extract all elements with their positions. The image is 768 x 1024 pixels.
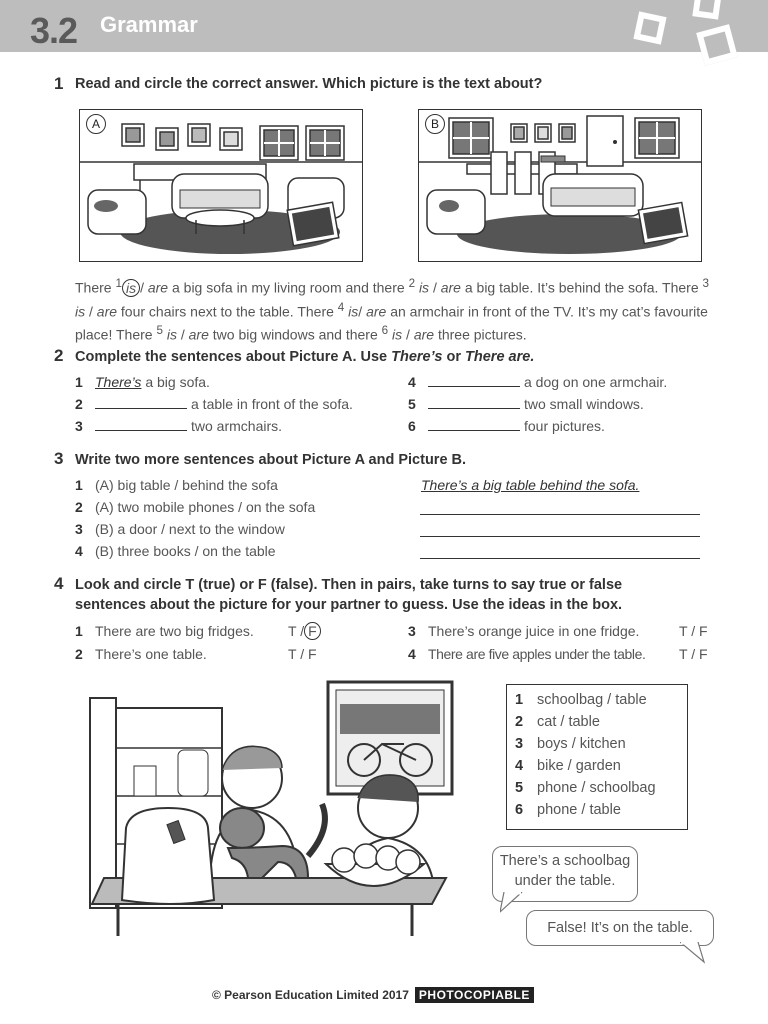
picture-a-label: A: [86, 114, 106, 134]
ex3-item-2: 2 (A) two mobile phones / on the sofa: [75, 499, 316, 515]
false-option-circled[interactable]: F: [304, 622, 321, 640]
ex4-item-4: 4 There are five apples under the table.: [408, 646, 646, 662]
speech-tail-icon: [680, 942, 710, 964]
exercise-3-instruction: Write two more sentences about Picture A and Picture B.: [75, 452, 467, 468]
ex2-item-4: 4 a dog on one armchair.: [408, 374, 668, 390]
living-room-a-illustration: [80, 110, 362, 261]
exercise-3-number: 3: [54, 449, 64, 468]
choice-is-4[interactable]: is: [348, 303, 359, 320]
writing-line[interactable]: [420, 558, 700, 559]
true-option[interactable]: T: [288, 646, 297, 662]
choice-are-2[interactable]: are: [440, 279, 461, 296]
exercise-4-number: 4: [54, 574, 64, 593]
speech-bubble-reply: False! It’s on the table.: [526, 910, 714, 946]
decorative-square-icon: [633, 11, 666, 44]
idea-item: 1 schoolbag / table: [515, 692, 647, 708]
living-room-b-illustration: [419, 110, 701, 261]
picture-a: [79, 109, 363, 262]
footer: [212, 988, 534, 1002]
exercise-4-instruction: Look and circle T (true) or F (false). Then in pairs, take turns to say true or false sentences about the picture for your partner to guess. Use the ideas in the box.: [75, 577, 623, 613]
answer-blank[interactable]: [95, 416, 187, 431]
choice-are-3[interactable]: are: [96, 303, 118, 320]
idea-item: 4 bike / garden: [515, 758, 621, 774]
choice-is-6[interactable]: is: [392, 326, 403, 343]
choice-is-5[interactable]: is: [166, 326, 177, 343]
ideas-box: [506, 684, 688, 830]
kitchen-illustration: [82, 678, 462, 938]
answer-blank[interactable]: [428, 372, 520, 387]
answer-blank[interactable]: [428, 416, 520, 431]
idea-item: 5 phone / schoolbag: [515, 780, 656, 796]
ex3-item-1: 1 (A) big table / behind the sofa: [75, 477, 278, 493]
ex2-item-3: 3 two armchairs.: [75, 418, 283, 434]
idea-item: 6 phone / table: [515, 802, 621, 818]
decorative-square-icon: [692, 0, 721, 20]
false-option[interactable]: F: [698, 646, 708, 662]
ex4-item-4-choices: T / F: [679, 646, 708, 662]
true-option[interactable]: T: [288, 623, 297, 639]
ex2-item-5: 5 two small windows.: [408, 396, 644, 412]
ex2-item-1: 1 There’s a big sofa.: [75, 374, 210, 390]
choice-is-2[interactable]: is: [418, 279, 430, 296]
choice-are-1[interactable]: are: [147, 279, 169, 296]
ex3-item-4: 4 (B) three books / on the table: [75, 543, 276, 559]
choice-are-6[interactable]: are: [413, 326, 435, 343]
gap-number: 1: [115, 277, 122, 290]
page-title: Grammar: [100, 12, 198, 37]
example-answer: There’s: [95, 374, 142, 390]
unit-number: 3.2: [30, 10, 78, 51]
writing-line[interactable]: [420, 536, 700, 537]
choice-is-3[interactable]: is: [75, 303, 86, 320]
exercise-1-instruction: Read and circle the correct answer. Which picture is the text about?: [75, 76, 543, 92]
photocopiable-badge: PHOTOCOPIABLE: [415, 987, 534, 1003]
idea-item: 3 boys / kitchen: [515, 736, 626, 752]
ex4-item-1: 1 There are two big fridges.: [75, 623, 254, 639]
ex4-item-2: 2 There’s one table.: [75, 646, 207, 662]
ex2-item-2: 2 a table in front of the sofa.: [75, 396, 353, 412]
ex4-item-1-choices: T / F: [288, 621, 321, 641]
ex4-item-3: 3 There’s orange juice in one fridge.: [408, 623, 640, 639]
true-option[interactable]: T: [679, 646, 688, 662]
ex4-item-3-choices: T / F: [679, 623, 708, 639]
ex4-item-2-choices: T / F: [288, 646, 317, 662]
answer-blank[interactable]: [428, 394, 520, 409]
true-option[interactable]: T: [679, 623, 688, 639]
speech-tail-icon: [500, 892, 530, 914]
ex3-item-3: 3 (B) a door / next to the window: [75, 521, 285, 537]
choice-are-5[interactable]: are: [188, 326, 209, 343]
writing-line[interactable]: [420, 514, 700, 515]
false-option[interactable]: F: [307, 646, 317, 662]
picture-b: [418, 109, 702, 262]
decorative-square-icon: [696, 24, 738, 66]
idea-item: 2 cat / table: [515, 714, 600, 730]
header-bar: [0, 0, 768, 52]
picture-b-label: B: [425, 114, 445, 134]
speech-bubble-statement: There’s a schoolbag under the table.: [492, 846, 638, 902]
exercise-1-text: There $^1$ is / are a big sofa in my living room and there $^2$ is / are a big table. It’s behind the sofa. There $^3$ is / are four chairs next to the table. There $^4$ is/ are an armchair in front of the TV. It’s my cat’s favourite place! There $^5$ is / are two big windows and there $^6$ is / are three pictures.: [75, 277, 709, 343]
choice-is-1[interactable]: is: [122, 279, 140, 297]
answer-blank[interactable]: [95, 394, 187, 409]
choice-are-4[interactable]: are: [366, 303, 387, 320]
exercise-2-instruction: Complete the sentences about Picture A. Use There’s or There are.: [75, 349, 535, 365]
ex3-example-answer: There’s a big table behind the sofa.: [421, 477, 640, 493]
copyright-text: © Pearson Education Limited 2017: [212, 988, 409, 1002]
exercise-2-number: 2: [54, 346, 64, 365]
ex2-item-6: 6 four pictures.: [408, 418, 605, 434]
false-option[interactable]: F: [698, 623, 708, 639]
exercise-1-number: 1: [54, 74, 64, 93]
